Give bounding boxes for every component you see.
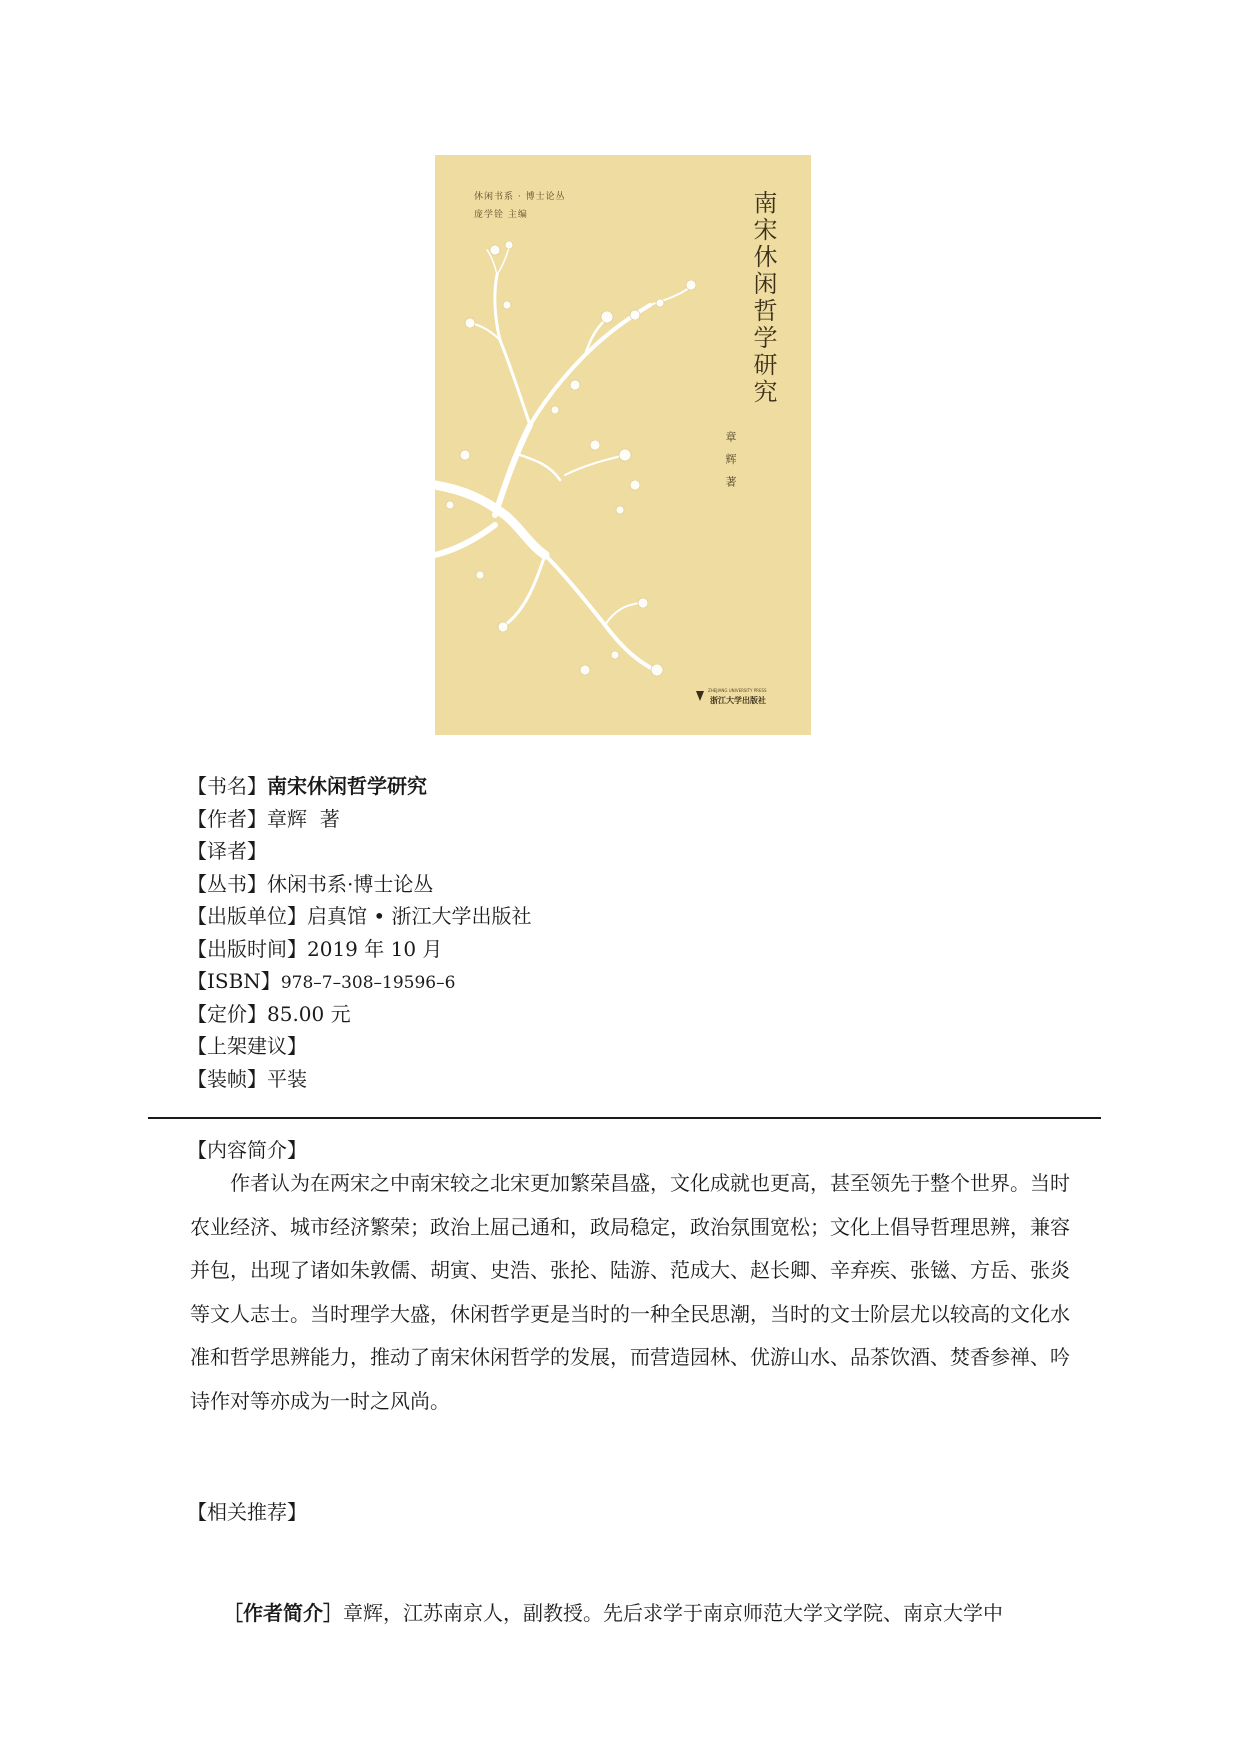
info-row-publisher — [187, 900, 532, 933]
info-label: 【丛书】 — [187, 871, 267, 896]
info-label: 【上架建议】 — [187, 1034, 307, 1058]
cover-title: 南宋休闲哲学研究 — [749, 190, 777, 406]
info-label: 【译者】 — [187, 839, 267, 863]
info-label: 【书名】 — [187, 774, 267, 798]
info-label: 【ISBN】 — [187, 969, 281, 993]
info-value: 章辉 著 — [267, 806, 340, 831]
info-value: 978–7–308–19596–6 — [280, 973, 456, 993]
info-label: 【定价】 — [187, 1001, 267, 1026]
cover-author: 章 辉 著 — [724, 431, 737, 491]
info-value: 南宋休闲哲学研究 — [267, 774, 427, 798]
cover-publisher-cn: 浙江大学出版社 — [710, 696, 766, 705]
info-value: 启真馆 • 浙江大学出版社 — [307, 904, 532, 928]
author-intro — [223, 1597, 1003, 1626]
cover-series-text: 休闲书系 · 博士论丛 — [474, 192, 566, 202]
info-row-author — [187, 803, 532, 836]
info-row-isbn — [187, 965, 532, 998]
publisher-logo-icon — [695, 690, 705, 702]
book-cover — [435, 155, 811, 735]
cover-editor-text: 庞学铨 主编 — [474, 210, 528, 220]
info-label: 【作者】 — [187, 806, 267, 831]
info-row-pubdate — [187, 933, 532, 966]
info-row-shelf — [187, 1030, 532, 1063]
info-label: 【出版时间】 — [187, 936, 307, 961]
info-row-series — [187, 868, 532, 901]
author-intro-text: 章辉，江苏南京人，副教授。先后求学于南京师范大学文学院、南京大学中 — [343, 1601, 1003, 1625]
info-value: 2019 年 10 月 — [307, 936, 443, 961]
content-heading: 【内容简介】 — [187, 1138, 307, 1162]
book-info-list — [187, 770, 532, 1095]
info-value: 休闲书系·博士论丛 — [267, 871, 434, 896]
section-divider — [148, 1117, 1101, 1119]
info-label: 【出版单位】 — [187, 904, 307, 928]
info-label: 【装帧】 — [187, 1066, 267, 1091]
info-row-translator — [187, 835, 532, 868]
info-row-price — [187, 998, 532, 1031]
related-heading: 【相关推荐】 — [187, 1500, 307, 1524]
info-value: 85.00 元 — [267, 1001, 351, 1026]
info-value: 平装 — [267, 1066, 307, 1091]
author-intro-label: ［作者简介］ — [223, 1601, 343, 1625]
info-row-title — [187, 770, 532, 803]
cover-publisher-en: ZHEJIANG UNIVERSITY PRESS — [708, 688, 767, 693]
content-body: 作者认为在两宋之中南宋较之北宋更加繁荣昌盛，文化成就也更高，甚至领先于整个世界。当时农业经济、城市经济繁荣；政治上屈己通和，政局稳定，政治氛围宽松；文化上倡导哲理思辨，兼容并包，出现了诸如朱敦儒、胡寅、史浩、张抡、陆游、范成大、赵长卿、辛弃疾、张镃、方岳、张炎等文人志士。当时理学大盛，休闲哲学更是当时的一种全民思潮，当时的文士阶层尤以较高的文化水准和哲学思辨能力，推动了南宋休闲哲学的发展，而营造园林、优游山水、品茶饮酒、焚香参禅、吟诗作对等亦成为一时之风尚。 — [190, 1171, 1070, 1413]
info-row-binding — [187, 1063, 532, 1096]
